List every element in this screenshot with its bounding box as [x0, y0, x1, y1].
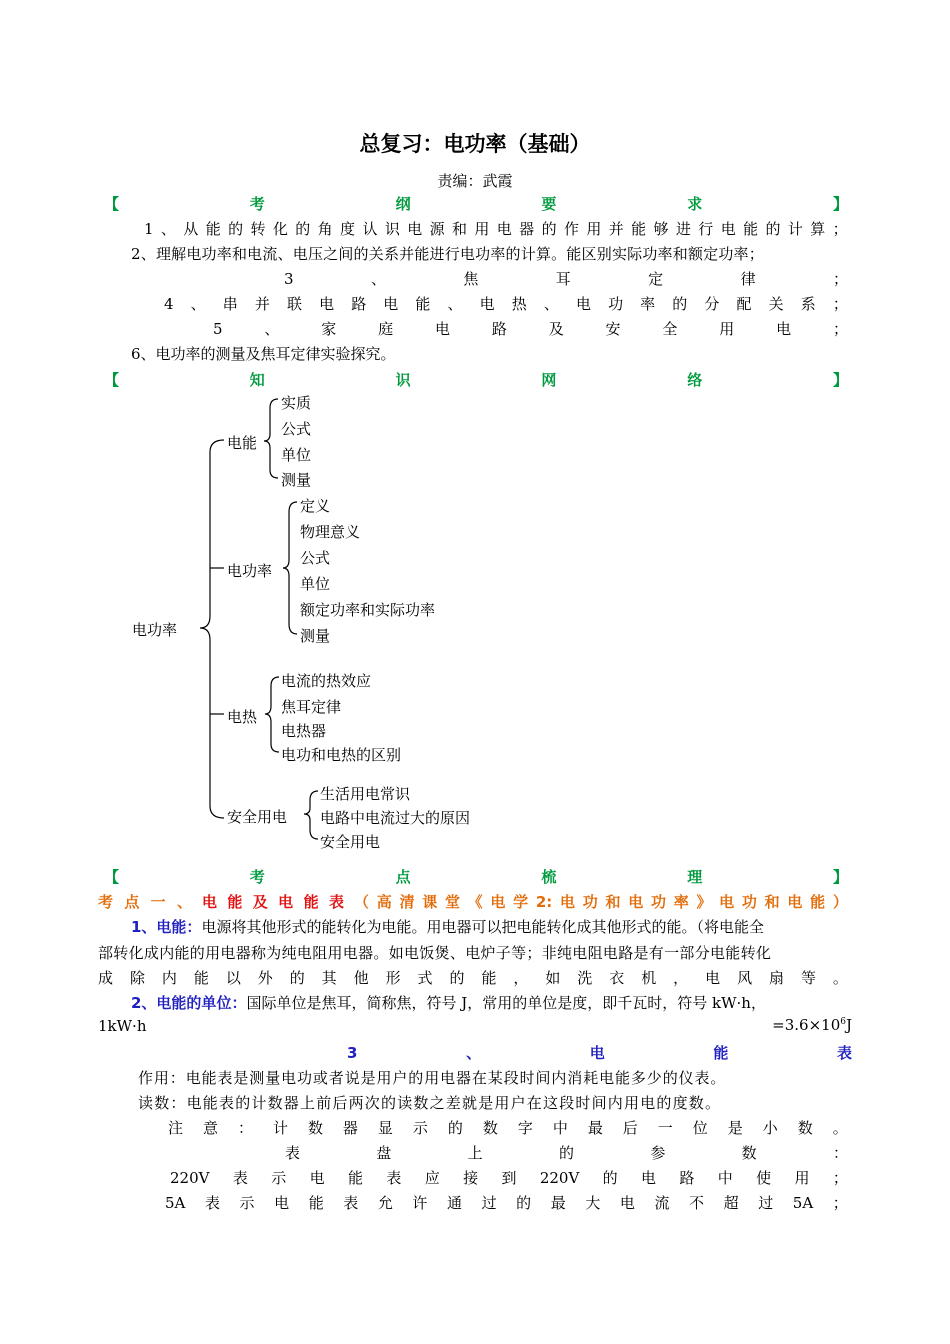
text-char: 式: [417, 969, 433, 987]
text-char: 电: [589, 1044, 605, 1062]
text-char: 度: [340, 220, 356, 238]
meter-220v: [170, 1167, 848, 1188]
text-char: 意: [202, 1119, 218, 1137]
text-char: 5A: [165, 1194, 186, 1212]
text-char: 允: [377, 1194, 393, 1212]
text-char: ：: [832, 1144, 848, 1162]
text-char: 的: [602, 1169, 618, 1187]
text-char: 用: [474, 220, 490, 238]
text-char: 能: [227, 893, 243, 911]
text-char: 到: [501, 1169, 517, 1187]
text-char: 堂: [444, 893, 460, 911]
text-char: 角: [317, 220, 333, 238]
tree-leaf: 公式: [300, 549, 331, 567]
tree-branch-electric-heat: 电热: [227, 708, 258, 726]
text-char: 数: [307, 1119, 323, 1137]
text-char: 表: [343, 1194, 359, 1212]
text-char: 、: [264, 320, 280, 338]
text-char: 能: [481, 969, 497, 987]
text-char: 、: [160, 220, 176, 238]
text-char: 机: [641, 969, 657, 987]
text-char: 的: [289, 969, 305, 987]
text-char: 、: [370, 270, 386, 288]
text-char: 电: [619, 1194, 635, 1212]
text-char: 行: [698, 220, 714, 238]
text-char: 清: [399, 893, 415, 911]
text-char: 作: [563, 220, 579, 238]
text-char: 示: [239, 1194, 255, 1212]
text-char: 电: [560, 893, 576, 911]
text-char: 联: [286, 295, 302, 313]
text-char: 表: [232, 1169, 248, 1187]
text-char: 的: [541, 220, 557, 238]
tree-leaf: 公式: [281, 420, 312, 438]
text-char: 考: [98, 893, 114, 911]
text-char: 电: [628, 893, 644, 911]
kaodian-heading: [98, 891, 848, 912]
text-char: 关: [768, 295, 784, 313]
text-char: 220V: [170, 1169, 210, 1187]
text-char: 衣: [609, 969, 625, 987]
text-char: 流: [654, 1194, 670, 1212]
text-char: 注: [168, 1119, 184, 1137]
text-char: 源: [429, 220, 445, 238]
text-char: 电: [274, 1194, 290, 1212]
section-header-network: 【 知 识 网 络 】: [104, 371, 848, 389]
text-char: ；: [832, 320, 848, 338]
section-header-requirements: 【 考 纲 要 求 】: [104, 195, 848, 213]
unit-conversion: $=3.6\times 10^6J$: [772, 1016, 852, 1034]
text-char: 电: [479, 295, 495, 313]
text-char: 电: [719, 893, 735, 911]
text-char: （: [354, 893, 370, 911]
text-char: 的: [449, 969, 465, 987]
text-char: 中: [552, 1119, 568, 1137]
text-char: 其: [321, 969, 337, 987]
text-char: 3: [284, 270, 294, 288]
text-char: 安: [605, 320, 621, 338]
text-char: 从: [183, 220, 199, 238]
text-char: 最: [587, 1119, 603, 1137]
text-char: 焦: [463, 270, 479, 288]
tree-leaf: 安全用电: [320, 833, 381, 851]
tree-leaf: 电路中电流过大的原因: [320, 809, 471, 827]
text-char: 能: [415, 295, 431, 313]
text-char: 学: [513, 893, 529, 911]
text-char: ，: [673, 969, 689, 987]
tree-branch-electric-power: 电功率: [227, 562, 273, 580]
tree-leaf: 焦耳定律: [281, 698, 342, 716]
text-char: 电: [202, 893, 218, 911]
paragraph-electric-energy-line1: 1、电能：电源将其他形式的能转化为电能。用电器可以把电能转化成其他形式的能。（将电能全: [131, 918, 764, 936]
text-char: 表: [204, 1194, 220, 1212]
text-char: 能: [303, 893, 319, 911]
text-char: 表: [285, 1144, 301, 1162]
text-char: ；: [832, 270, 848, 288]
text-char: 电: [641, 1169, 657, 1187]
text-char: 能: [308, 1194, 324, 1212]
meter-params: [285, 1142, 848, 1163]
text-char: 位: [692, 1119, 708, 1137]
text-char: 电: [787, 893, 803, 911]
author-line: 责编：武霞: [437, 172, 513, 190]
kaodian-prefix: [98, 891, 192, 912]
tree-leaf: 电热器: [281, 722, 327, 740]
text-char: 率: [673, 893, 689, 911]
text-char: 串: [222, 295, 238, 313]
text-char: 扇: [769, 969, 785, 987]
text-char: 够: [653, 220, 669, 238]
text-char: 数: [482, 1119, 498, 1137]
text-char: 能: [743, 220, 759, 238]
text-char: 庭: [378, 320, 394, 338]
text-char: 示: [412, 1119, 428, 1137]
text-char: 能: [810, 893, 826, 911]
text-char: 内: [161, 969, 177, 987]
text-char: 律: [740, 270, 756, 288]
text-char: 通: [447, 1194, 463, 1212]
tree-branch-safe-electricity: 安全用电: [227, 808, 288, 826]
text-char: 化: [272, 220, 288, 238]
text-char: 许: [412, 1194, 428, 1212]
tree-leaf: 物理意义: [300, 523, 361, 541]
text-char: 的: [295, 220, 311, 238]
text-char: 2:: [535, 893, 553, 911]
text-char: 5: [213, 320, 223, 338]
text-char: 表: [836, 1044, 852, 1062]
text-char: 一: [150, 893, 166, 911]
text-char: 功: [608, 295, 624, 313]
text-char: 示: [271, 1169, 287, 1187]
text-char: ；: [832, 220, 848, 238]
text-char: 用: [586, 220, 602, 238]
text-char: 5A: [792, 1194, 814, 1212]
tree-leaf: 电流的热效应: [281, 672, 372, 690]
text-char: 电: [319, 295, 335, 313]
text-char: 小: [762, 1119, 778, 1137]
text-char: 参: [650, 1144, 666, 1162]
text-char: 电: [383, 295, 399, 313]
tree-leaf: 测量: [281, 471, 312, 489]
text-char: 路: [351, 295, 367, 313]
text-char: 中: [717, 1169, 733, 1187]
text-char: 3: [347, 1044, 358, 1062]
text-char: 电: [575, 295, 591, 313]
text-char: 功: [650, 893, 666, 911]
text-char: 过: [481, 1194, 497, 1212]
tree-leaf: 额定功率和实际功率: [300, 601, 436, 619]
text-char: 是: [727, 1119, 743, 1137]
text-char: 数: [797, 1119, 813, 1137]
text-char: 。: [832, 969, 848, 987]
text-char: 盘: [376, 1144, 392, 1162]
text-char: 及: [548, 320, 564, 338]
text-char: 字: [517, 1119, 533, 1137]
text-char: 耳: [555, 270, 571, 288]
text-char: 并: [254, 295, 270, 313]
text-char: 计: [272, 1119, 288, 1137]
text-char: 超: [723, 1194, 739, 1212]
text-char: 显: [377, 1119, 393, 1137]
text-char: 的: [672, 295, 688, 313]
unit-left: 1kW·h: [98, 1017, 147, 1035]
text-char: 点: [124, 893, 140, 911]
text-char: 并: [608, 220, 624, 238]
text-char: 系: [800, 295, 816, 313]
tree-leaf: 单位: [300, 575, 331, 593]
text-char: 高: [376, 893, 392, 911]
text-char: 、: [543, 295, 559, 313]
text-char: 使: [756, 1169, 772, 1187]
text-char: 功: [582, 893, 598, 911]
text-char: 、: [466, 1044, 482, 1062]
paragraph-electric-energy-line2: 部转化成内能的用电器称为纯电阻用电器。如电饭煲、电炉子等；非纯电阻电路是有一部分电能转化: [98, 944, 772, 962]
text-char: 最: [550, 1194, 566, 1212]
term-label: 2、电能的单位：: [131, 994, 247, 1012]
text-char: 算: [810, 220, 826, 238]
text-char: ：: [237, 1119, 253, 1137]
text-char: 及: [252, 893, 268, 911]
text-char: 如: [545, 969, 561, 987]
text-char: 、: [190, 295, 206, 313]
kaodian-video-link[interactable]: [354, 891, 848, 912]
requirement-item-2: 2、理解电功率和电流、电压之间的关系并能进行电功率的计算。能区别实际功率和额定功率；: [131, 245, 764, 263]
text-char: 上: [467, 1144, 483, 1162]
meter-heading: [347, 1042, 852, 1063]
text-char: 一: [657, 1119, 673, 1137]
text-char: 热: [511, 295, 527, 313]
text-char: 1: [144, 220, 154, 238]
text-char: 除: [129, 969, 145, 987]
text-char: ）: [832, 893, 848, 911]
term-label: 1、电能：: [131, 918, 202, 936]
text-char: 《: [467, 893, 483, 911]
text-char: 进: [675, 220, 691, 238]
text-char: 的: [558, 1144, 574, 1162]
tree-leaf: 测量: [300, 627, 331, 645]
text-char: 和: [764, 893, 780, 911]
text-char: 洗: [577, 969, 593, 987]
text-char: 能: [205, 220, 221, 238]
tree-leaf: 实质: [281, 394, 312, 412]
text-char: 风: [737, 969, 753, 987]
text-char: 电: [278, 893, 294, 911]
text-char: 4: [164, 295, 174, 313]
text-char: 能: [347, 1169, 363, 1187]
meter-5a: [165, 1192, 848, 1213]
text-char: 课: [422, 893, 438, 911]
text-char: 认: [362, 220, 378, 238]
text-char: 以: [225, 969, 241, 987]
text-char: 能: [631, 220, 647, 238]
tree-leaf: 定义: [300, 497, 331, 515]
text-char: 路: [491, 320, 507, 338]
tree-leaf: 生活用电常识: [320, 785, 411, 803]
text-char: 的: [765, 220, 781, 238]
text-char: 分: [704, 295, 720, 313]
text-char: 用: [794, 1169, 810, 1187]
text-char: 他: [353, 969, 369, 987]
text-char: ；: [832, 295, 848, 313]
text-char: 家: [321, 320, 337, 338]
text-char: 器: [519, 220, 535, 238]
text-char: 后: [622, 1119, 638, 1137]
text-char: 的: [516, 1194, 532, 1212]
text-char: 接: [463, 1169, 479, 1187]
text-char: 率: [640, 295, 656, 313]
text-char: 等: [800, 969, 816, 987]
requirement-item-6: 6、电功率的测量及焦耳定律实验探究。: [131, 345, 396, 363]
text-char: 和: [605, 893, 621, 911]
text-char: 表: [328, 893, 344, 911]
text-char: 的: [228, 220, 244, 238]
text-char: 和: [452, 220, 468, 238]
text-char: 》: [696, 893, 712, 911]
text-char: 用: [719, 320, 735, 338]
text-char: 电: [720, 220, 736, 238]
meter-reading: 读数：电能表的计数器上前后两次的读数之差就是用户在这段时间内用电的度数。: [138, 1094, 722, 1112]
text-char: 220V: [539, 1169, 580, 1187]
text-char: 大: [585, 1194, 601, 1212]
text-char: 外: [257, 969, 273, 987]
text-char: 成: [98, 969, 114, 987]
text-char: 形: [385, 969, 401, 987]
text-char: ，: [513, 969, 529, 987]
text-char: 能: [193, 969, 209, 987]
text-char: 、: [447, 295, 463, 313]
tree-leaf: 电功和电热的区别: [281, 746, 402, 764]
section-header-review: 【 考 点 梳 理 】: [104, 868, 848, 886]
text-char: 不: [689, 1194, 705, 1212]
paragraph-unit-line1: 2、电能的单位：国际单位是焦耳，简称焦，符号 J，常用的单位是度，即千瓦时，符号 kW·h，: [131, 994, 766, 1012]
text-char: 识: [384, 220, 400, 238]
text-char: 路: [679, 1169, 695, 1187]
meter-note: [168, 1117, 848, 1138]
text-char: 转: [250, 220, 266, 238]
text-char: 电: [705, 969, 721, 987]
text-char: 的: [447, 1119, 463, 1137]
text-char: ；: [832, 1169, 848, 1187]
paragraph-electric-energy-line3: [98, 967, 848, 988]
text-char: 功: [741, 893, 757, 911]
text-char: 电: [490, 893, 506, 911]
tree-root: 电功率: [132, 621, 178, 639]
text-char: 数: [741, 1144, 757, 1162]
text-char: 应: [424, 1169, 440, 1187]
text-char: 过: [758, 1194, 774, 1212]
text-char: 全: [662, 320, 678, 338]
text-char: ；: [832, 1194, 848, 1212]
tree-leaf: 单位: [281, 446, 312, 464]
text-char: 表: [386, 1169, 402, 1187]
kaodian-topic: [202, 891, 344, 912]
text-char: 能: [713, 1044, 729, 1062]
text-char: 电: [407, 220, 423, 238]
text-char: 电: [309, 1169, 325, 1187]
text-char: 电: [496, 220, 512, 238]
page-title: 总复习：电功率（基础）: [359, 132, 591, 156]
text-char: 。: [832, 1119, 848, 1137]
text-char: 计: [787, 220, 803, 238]
text-char: 器: [342, 1119, 358, 1137]
text-char: 电: [776, 320, 792, 338]
text-char: 电: [434, 320, 450, 338]
text-char: 、: [176, 893, 192, 911]
text-char: 定: [648, 270, 664, 288]
text-char: 配: [736, 295, 752, 313]
tree-branch-electric-energy: 电能: [227, 434, 258, 452]
meter-function: 作用：电能表是测量电功或者说是用户的用电器在某段时间内消耗电能多少的仪表。: [138, 1069, 727, 1087]
